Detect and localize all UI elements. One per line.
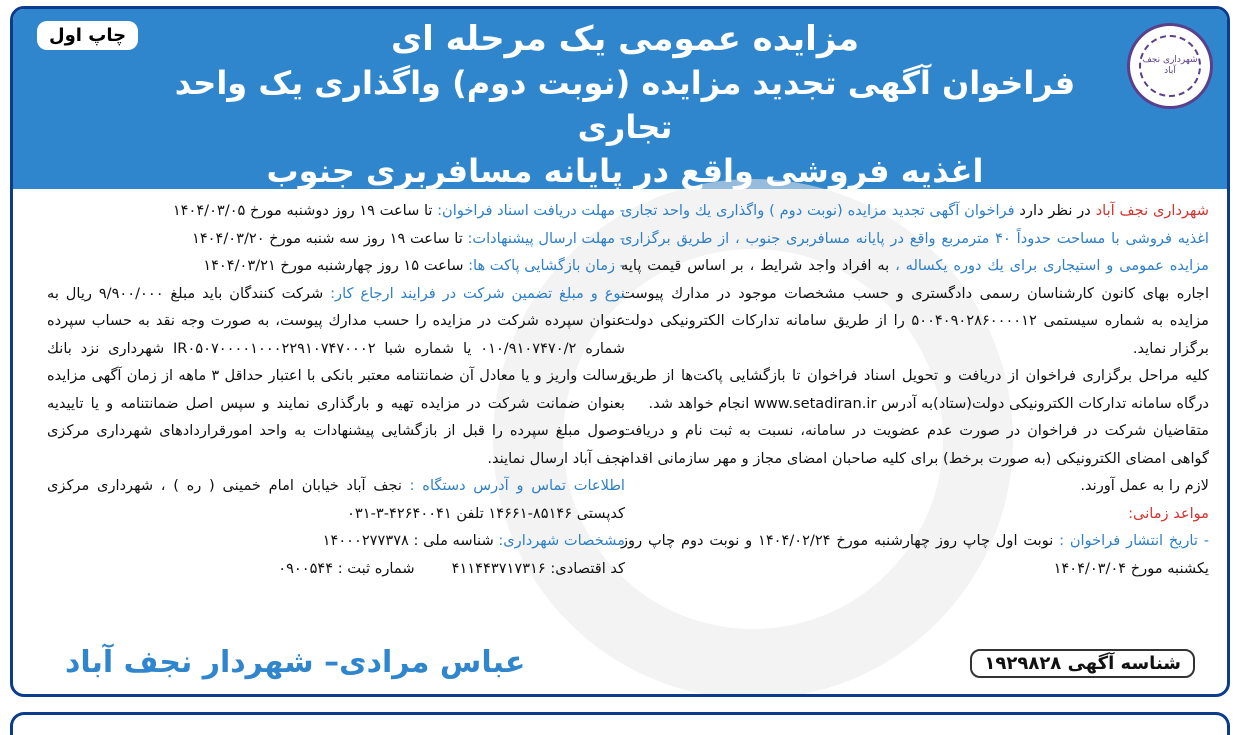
deadline-documents-value: تا ساعت ۱۹ روز دوشنبه مورخ ۱۴۰۴/۰۳/۰۵	[172, 202, 438, 219]
deadline-proposals-value: تا ساعت ۱۹ روز سه شنبه مورخ ۱۴۰۴/۰۳/۲۰	[192, 229, 468, 247]
deadline-proposals	[47, 225, 625, 253]
opening-time	[47, 252, 625, 280]
registration-number: شماره ثبت : ۰۹۰۰۵۴۴	[278, 559, 415, 577]
title-line-1: مزایده عمومی یک مرحله ای	[390, 19, 860, 59]
municipality-logo	[1127, 23, 1213, 109]
org-name: شهرداری نجف آباد	[1095, 202, 1209, 219]
title-line-2: فراخوان آگهی تجدید مزایده (نوبت دوم) واگذاری یک واحد تجاری	[174, 64, 1076, 146]
setad-url[interactable]: www.setadiran.ir	[753, 394, 877, 412]
guarantee-paragraph	[47, 280, 625, 473]
process-text-b: انجام خواهد شد.	[648, 394, 754, 412]
intro-text-b: به افراد واجد شرایط ، بر اساس قیمت پایه اجاره بهای كانون كارشناسان رسمی دادگستری و حسب مشخصات موجود در مدارك پیوست مزایده به شماره سیستمی ۵۰۰۴۰۹۰۲۸۶۰۰۰۰۱۲ را از طریق سامانه تداركات الكترونیكی دولت برگزار نماید.	[621, 257, 1209, 357]
profile-label: مشخصات شهرداری:	[498, 532, 625, 549]
title-block	[133, 17, 1117, 193]
profile-value: شناسه ملی : ۱۴۰۰۰۲۷۷۳۷۸	[322, 532, 499, 549]
opening-time-label: - زمان بازگشایی پاكت ها:	[468, 257, 625, 274]
deadline-documents	[47, 197, 625, 225]
right-column	[621, 197, 1209, 582]
publish-date	[621, 527, 1209, 582]
next-notice-edge	[10, 712, 1230, 735]
publish-label: - تاریخ انتشار فراخوان :	[1059, 532, 1209, 549]
economic-code: كد اقتصادی: ۴۱۱۴۴۳۷۱۷۳۱۶	[451, 559, 625, 577]
signature: عباس مرادی– شهردار نجف آباد	[65, 645, 526, 680]
process-text-a: كلیه مراحل برگزاری فراخوان از دریافت و تحویل اسناد فراخوان تا بازگشایی پاكت‌ها از طریق درگاه سامانه تداركات الكترونیكی دولت(ستاد)به آدرس	[621, 367, 1209, 412]
publish-value: نوبت اول چاپ روز چهارشنبه مورخ ۱۴۰۴/۰۲/۲۴ و نوبت دوم چاپ روز یكشنبه مورخ ۱۴۰۴/۰۳/۰۴	[621, 532, 1209, 577]
intro-paragraph	[621, 197, 1209, 362]
codes-line	[47, 555, 625, 583]
profile-paragraph	[47, 527, 625, 555]
deadline-proposals-label: - مهلت ارسال پیشنهادات:	[467, 229, 625, 247]
left-column	[47, 197, 625, 582]
deadline-documents-label: - مهلت دریافت اسناد فراخوان:	[437, 202, 625, 219]
process-paragraph	[621, 362, 1209, 417]
opening-time-value: ساعت ۱۵ روز چهارشنبه مورخ ۱۴۰۴/۰۳/۲۱	[203, 257, 469, 274]
intro-highlight: فراخوان آگهی تجدید مزایده (نوبت دوم ) واگذاری یك واحد تجاری اغذیه فروشی با مساحت حدوداً ۴۰ مترمربع واقع در پایانه مسافربری جنوب ، از طریق برگزاری مزایده عمومی و استیجاری برای یك دوره یكساله ،	[621, 202, 1209, 274]
contact-paragraph	[47, 472, 625, 527]
guarantee-value: شركت كنندگان باید مبلغ ۹/۹۰۰/۰۰۰ ریال به عنوان سپرده شركت در مزایده را حسب مدارك پیوست، به صورت وجه نقد به حساب سپرده شماره ۰۱۰/۹۱۰۷۴۷۰/۲ یا شماره شبا IR۰۵۰۷۰۰۰۰۱۰۰۰۲۲۹۱۰۷۴۷۰۰۰۲ شهرداری نزد بانك رسالت واریز و یا معادل آن ضمانتنامه معتبر بانكی با اعتبار حداقل ۳ ماهه از زمان آگهی مزایده بعنوان ضمانت شركت در مزایده تهیه و بارگذاری نمایند و سپس اصل ضمانتنامه و یا تاییدیه وصول مبلغ سپرده را قبل از بازگشایی پیشنهادات به واحد امورقراردادهای شهرداری مركزی نجف آباد ارسال نمایند.	[47, 284, 625, 467]
guarantee-label: نوع و مبلغ تضمین شركت در فرایند ارجاع كار:	[330, 284, 625, 302]
intro-text-a: در نظر دارد	[1014, 202, 1096, 219]
title-line-3: اغذیه فروشی واقع در پایانه مسافربری جنوب	[266, 152, 984, 190]
edition-badge: چاپ اول	[37, 21, 138, 50]
timing-heading: مواعد زمانی:	[1128, 504, 1209, 522]
registration-paragraph: متقاضیان شركت در فراخوان در صورت عدم عضویت در سامانه، نسبت به ثبت نام و دریافت گواهی امضای الكترونیكی (به صورت برخط) برای كلیه صاحبان امضای مجاز و مهر سازمانی اقدام لازم را به عمل آورند.	[621, 422, 1209, 494]
contact-label: اطلاعات تماس و آدرس دستگاه :	[409, 477, 625, 494]
logo-text: شهرداری نجف آباد	[1139, 35, 1201, 97]
notice-frame	[10, 6, 1230, 697]
contact-value: نجف آباد خیابان امام خمینی ( ره ) ، شهرداری مركزی كدپستی ۸۵۱۴۶-۱۴۶۶۱ تلفن ۴۲۶۴۰۰۴۱-۳-۰۳۱	[47, 477, 625, 522]
ad-id-box: شناسه آگهی ۱۹۲۹۸۲۸	[970, 649, 1195, 678]
